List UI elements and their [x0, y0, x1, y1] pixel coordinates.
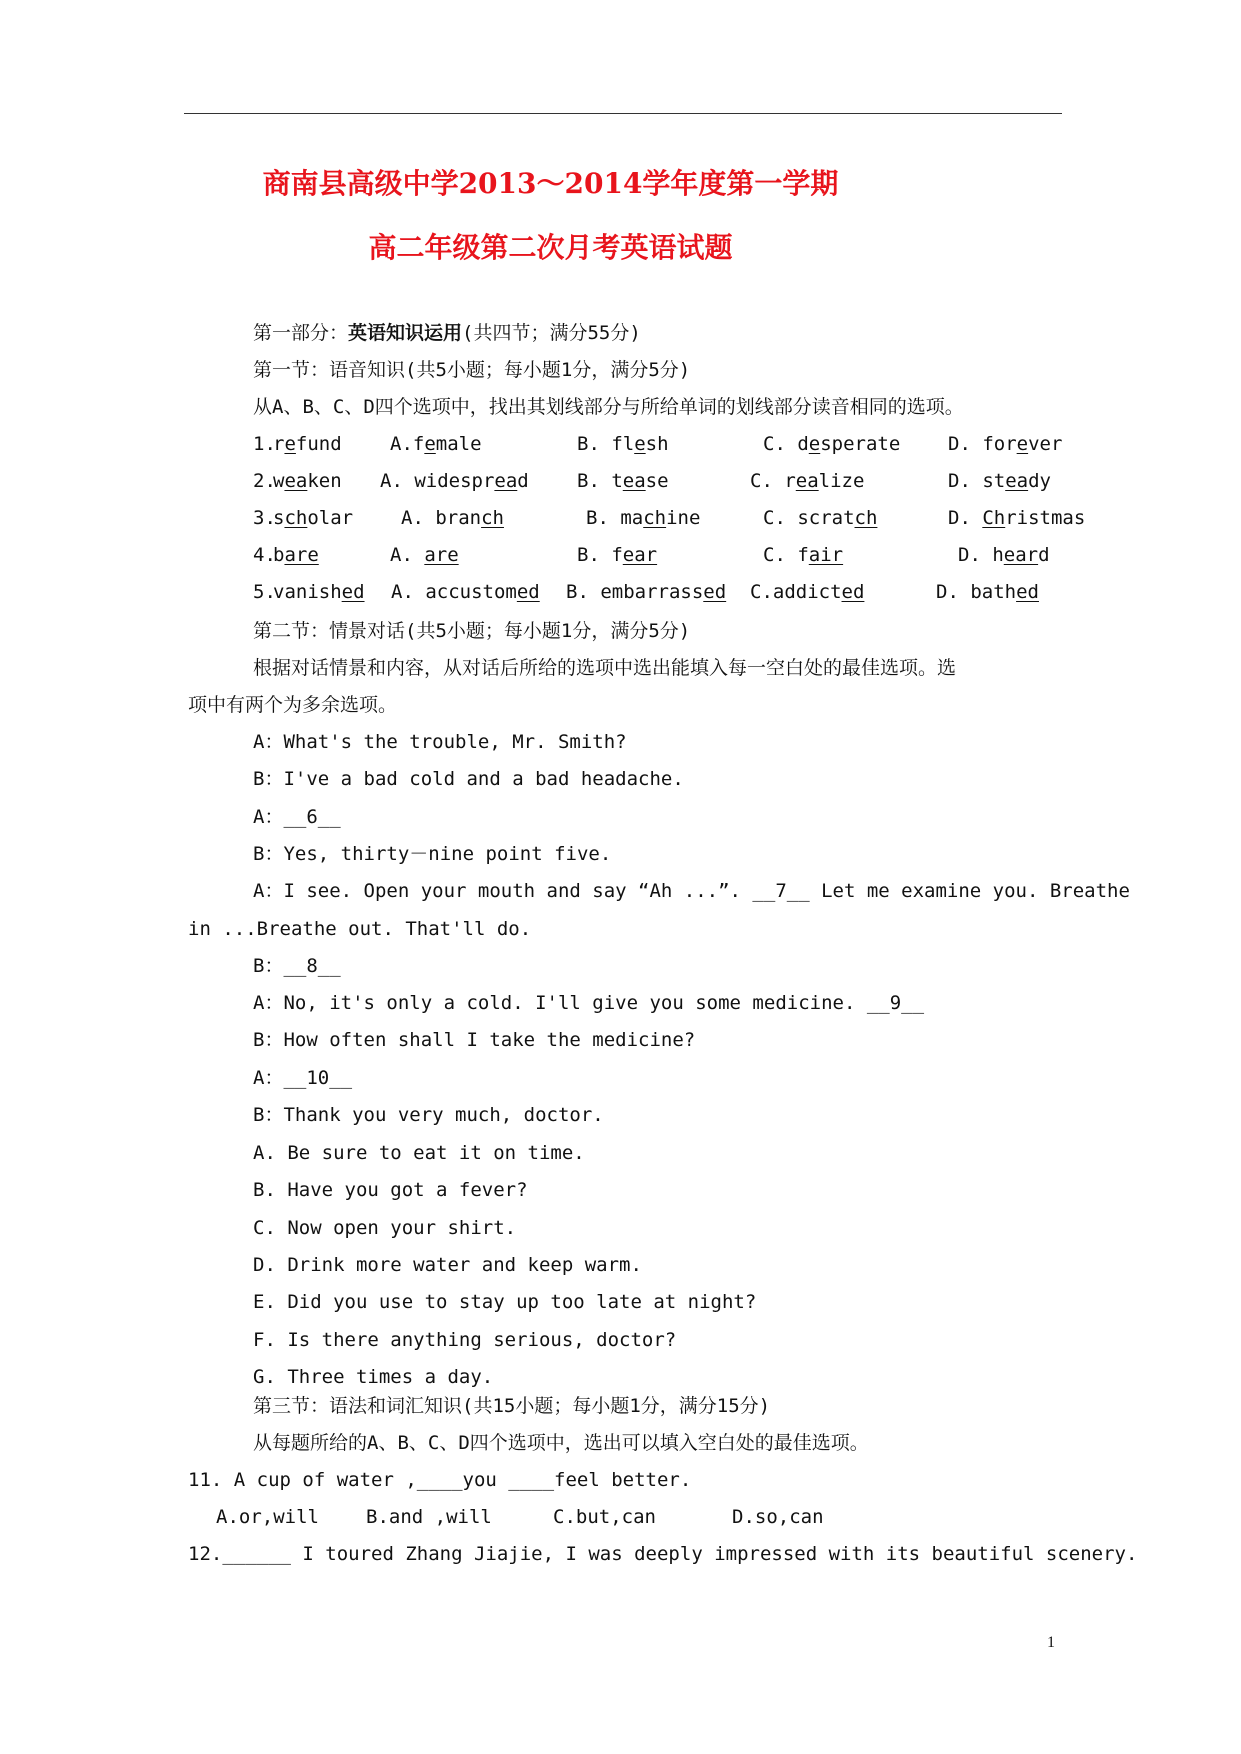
option-b: B. embarrassed: [566, 581, 727, 603]
section1-heading: 第一节：语音知识(共5小题；每小题1分，满分5分): [253, 359, 691, 381]
question-12-stem: 12.______ I toured Zhang Jiajie, I was deeply impressed with its beautiful scenery.: [188, 1543, 1138, 1565]
given-word: weaken: [273, 470, 342, 492]
section1-instruction: 从A、B、C、D四个选项中，找出其划线部分与所给单词的划线部分读音相同的选项。: [253, 396, 964, 418]
section2-instruction-2: 项中有两个为多余选项。: [188, 694, 398, 716]
given-word: vanished: [273, 581, 365, 603]
section3-heading: 第三节：语法和词汇知识(共15小题；每小题1分，满分15分): [253, 1395, 771, 1417]
option-d: D. bathed: [936, 581, 1039, 603]
option-c: C. desperate: [763, 433, 901, 455]
dialogue-line: B：Yes, thirty－nine point five.: [253, 842, 612, 865]
dialogue-line: A：No, it's only a cold. I'll give you some medicine. __9__: [253, 992, 925, 1015]
dialogue-line: A：__10__: [253, 1066, 353, 1089]
given-word: bare: [273, 544, 319, 566]
page-number: 1: [1047, 1634, 1055, 1651]
option-a: A. widespread: [380, 470, 529, 492]
given-word: scholar: [273, 507, 354, 529]
question-number: 1.: [253, 433, 276, 455]
option-b: B. flesh: [577, 433, 669, 455]
dialogue-line: B：Thank you very much, doctor.: [253, 1104, 604, 1126]
option-b: B. machine: [586, 507, 701, 529]
section2-heading: 第二节：情景对话(共5小题；每小题1分，满分5分): [253, 620, 691, 642]
option-c: C. scratch: [763, 507, 878, 529]
option-d: D. forever: [948, 433, 1063, 455]
header-rule: [184, 113, 1062, 114]
dialogue-option: E. Did you use to stay up too late at night?: [253, 1291, 757, 1314]
dialogue-option: G. Three times a day.: [253, 1365, 494, 1388]
dialogue-option: A. Be sure to eat it on time.: [253, 1142, 585, 1164]
option-b: B. tease: [577, 470, 669, 492]
option-d: D. Christmas: [948, 507, 1086, 529]
option-c: C. realize: [750, 470, 865, 492]
section3-instruction: 从每题所给的A、B、C、D四个选项中，选出可以填入空白处的最佳选项。: [253, 1432, 869, 1454]
exam-title-line-2: 高二年级第二次月考英语试题: [368, 231, 733, 264]
option-a: A.or,will: [216, 1506, 319, 1528]
section2-instruction-1: 根据对话情景和内容，从对话后所给的选项中选出能填入每一空白处的最佳选项。选: [253, 657, 957, 679]
part1-heading: 第一部分：英语知识运用(共四节；满分55分): [253, 322, 641, 344]
question-number: 3.: [253, 507, 276, 529]
dialogue-line: B：__8__: [253, 954, 341, 977]
dialogue-line: A：I see. Open your mouth and say “Ah ...”. __7__ Let me examine you. Breathe: [253, 880, 1130, 903]
dialogue-line: B：I've a bad cold and a bad headache.: [253, 768, 684, 791]
option-b: B. fear: [577, 544, 658, 566]
dialogue-option: B. Have you got a fever?: [253, 1179, 528, 1202]
option-c: C.addicted: [750, 581, 865, 603]
option-a: A. accustomed: [391, 581, 540, 603]
given-word: refund: [273, 433, 342, 455]
exam-title-line-1: 商南县高级中学2013～2014学年度第一学期: [262, 167, 839, 200]
option-a: A. branch: [401, 507, 504, 529]
question-number: 5.: [253, 581, 276, 603]
question-number: 2.: [253, 470, 276, 492]
dialogue-line: A：__6__: [253, 805, 341, 828]
question-11-stem: 11. A cup of water ,____you ____feel better.: [188, 1469, 692, 1491]
dialogue-line: A：What's the trouble, Mr. Smith?: [253, 731, 627, 753]
option-a: A.female: [390, 433, 482, 455]
option-c: C. fair: [763, 544, 844, 566]
option-a: A. are: [390, 544, 459, 566]
dialogue-option: F. Is there anything serious, doctor?: [253, 1328, 677, 1351]
question-number: 4.: [253, 544, 276, 566]
dialogue-option: C. Now open your shirt.: [253, 1216, 517, 1239]
option-d: D. steady: [948, 470, 1051, 492]
dialogue-line: in ...Breathe out. That'll do.: [188, 917, 532, 940]
dialogue-option: D. Drink more water and keep warm.: [253, 1253, 642, 1276]
option-d: D. heard: [958, 544, 1050, 566]
option-b: B.and ,will: [366, 1506, 492, 1528]
option-c: C.but,can: [553, 1506, 656, 1528]
option-d: D.so,can: [732, 1506, 824, 1528]
dialogue-line: B：How often shall I take the medicine?: [253, 1029, 696, 1052]
